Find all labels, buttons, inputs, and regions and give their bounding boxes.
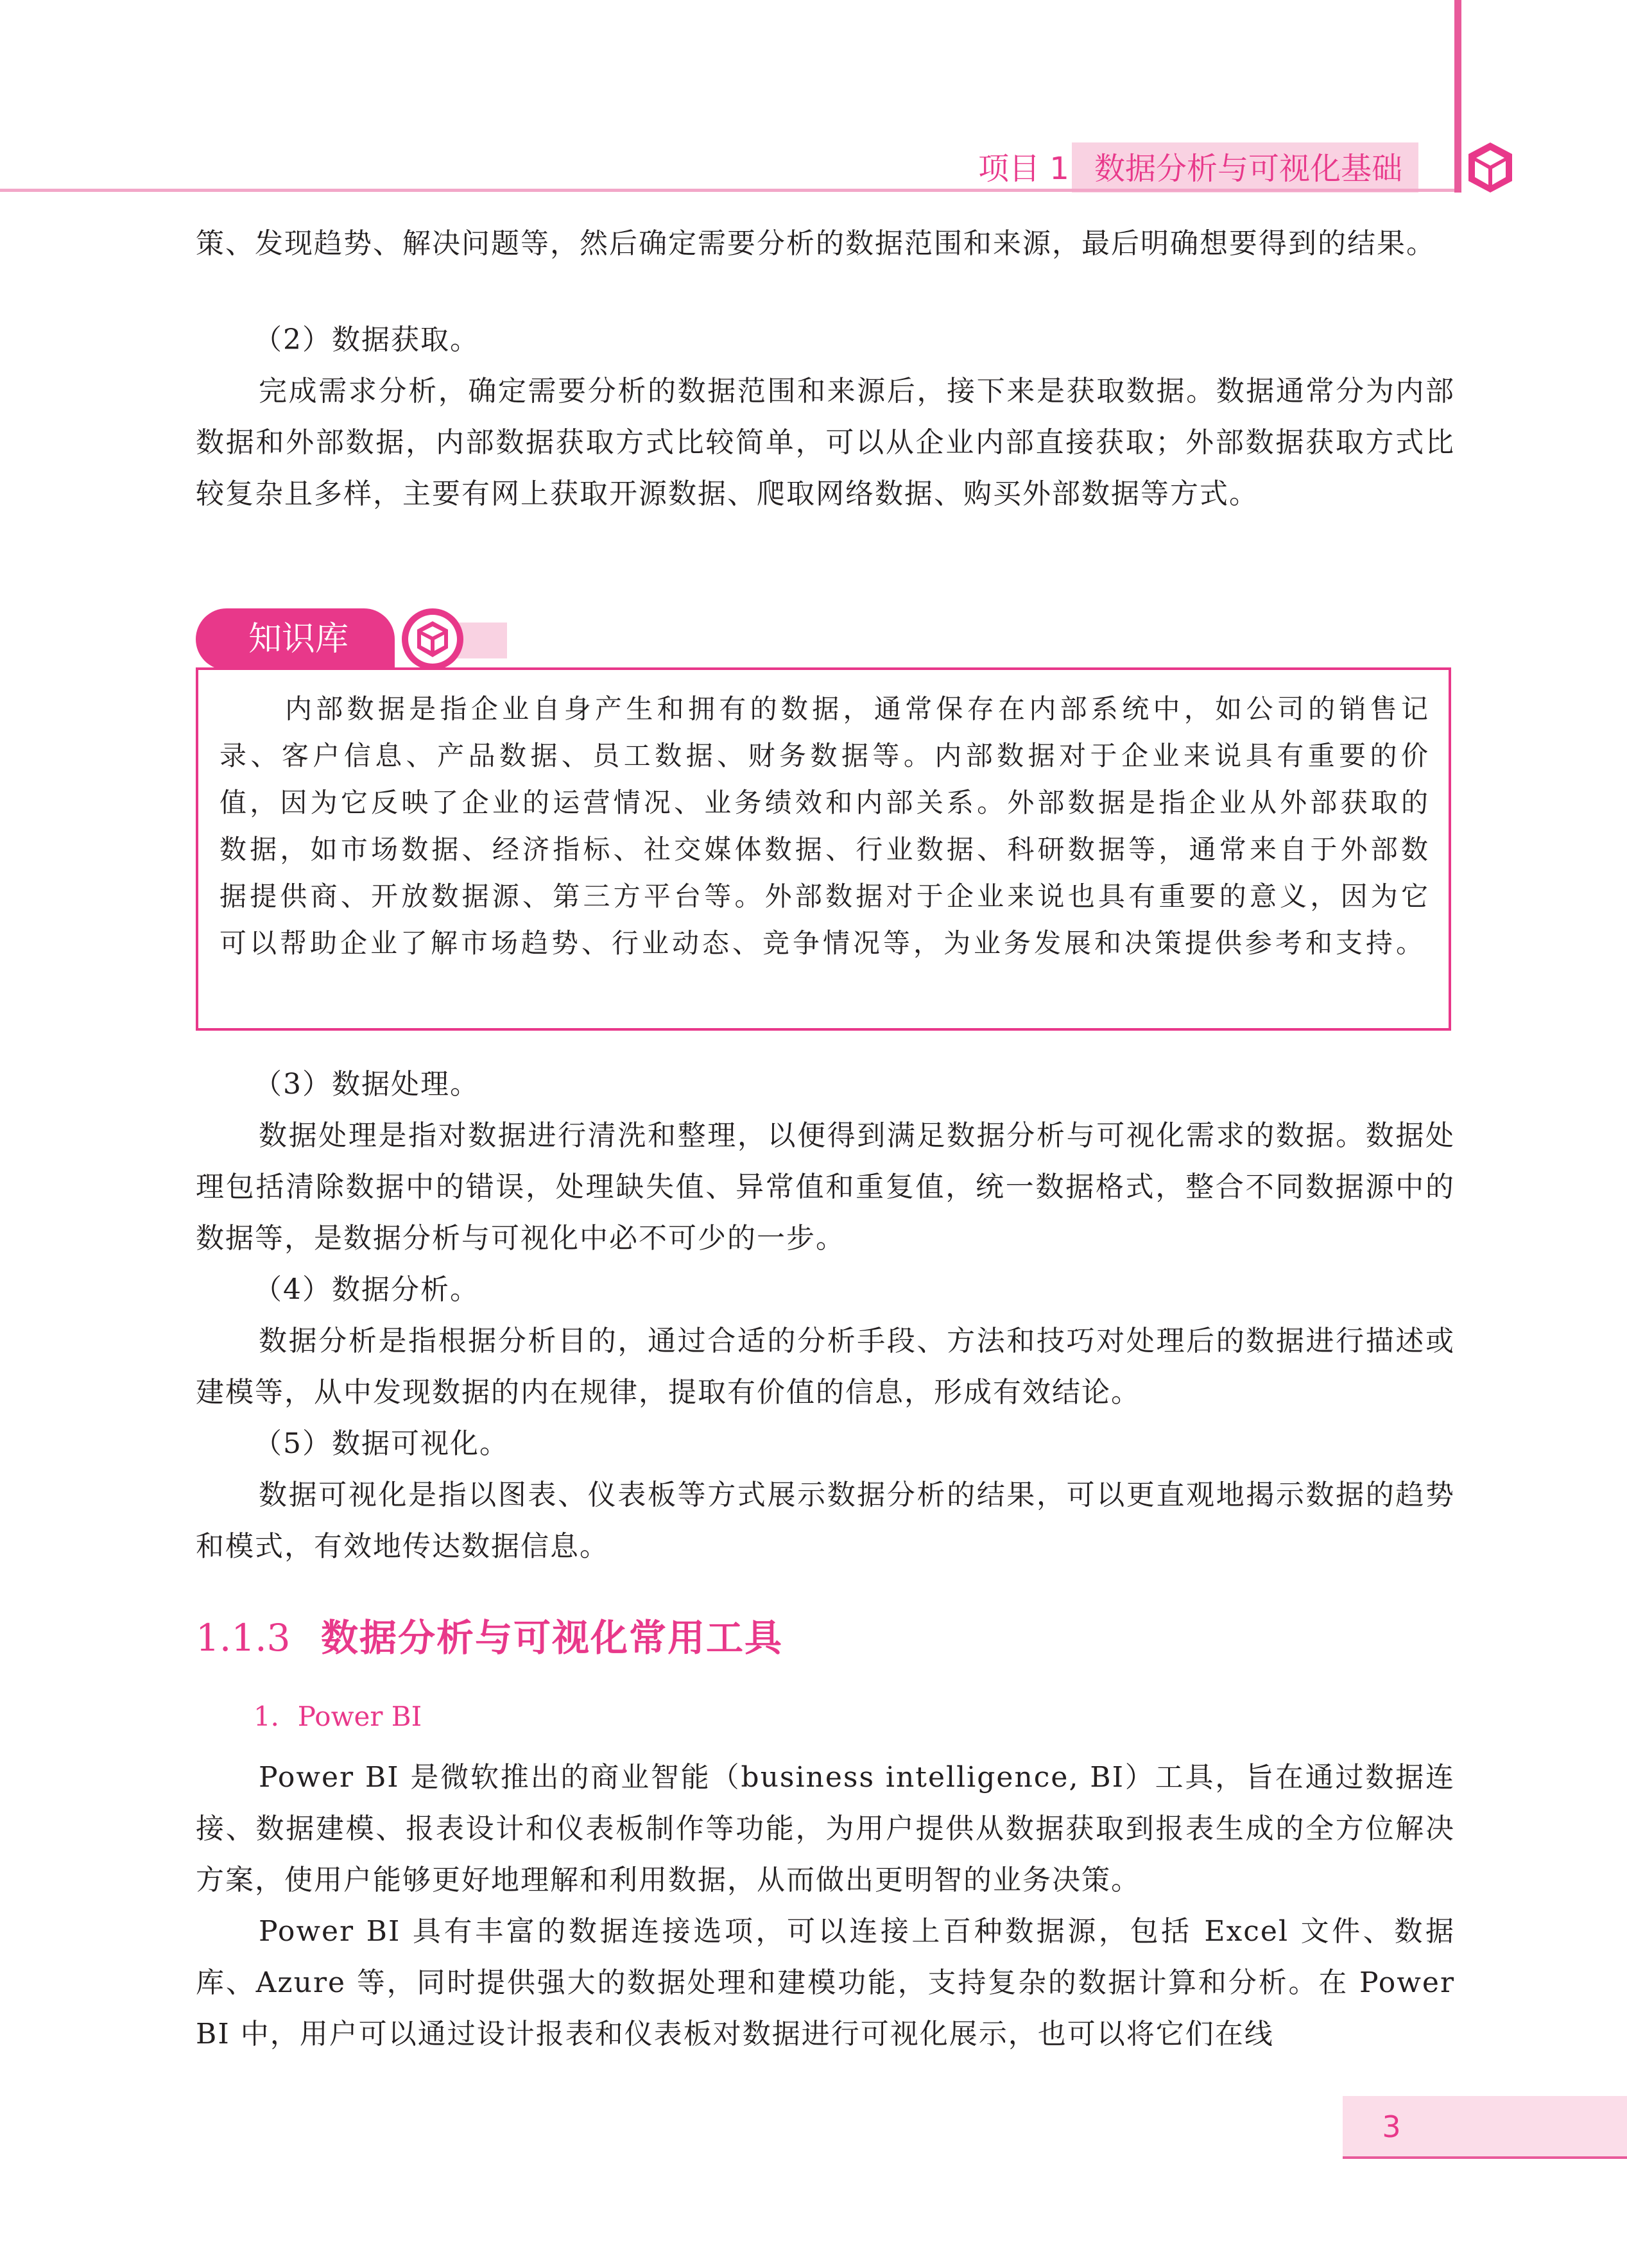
section-title: 数据分析与可视化常用工具 xyxy=(321,1616,784,1660)
paragraph-requirements-end: 策、发现趋势、解决问题等，然后确定需要分析的数据范围和来源，最后明确想要得到的结果。 xyxy=(196,227,1436,260)
cube-icon xyxy=(399,606,466,673)
step-heading-data-processing: （3）数据处理。 xyxy=(254,1068,479,1101)
paragraph-data-acquisition: 完成需求分析，确定需要分析的数据范围和来源后，接下来是获取数据。数据通常分为内部数据和外部数据，内部数据获取方式比较简单，可以从企业内部直接获取；外部数据获取方式比较复杂且多样，主要有网上获取开源数据、爬取网络数据、购买外部数据等方式。 xyxy=(196,375,1455,510)
header-vertical-rule xyxy=(1454,0,1461,193)
step-heading-data-analysis: （4）数据分析。 xyxy=(254,1273,479,1306)
page-number-rule xyxy=(1343,2156,1627,2159)
header-chapter-title: 数据分析与可视化基础 xyxy=(1094,151,1402,187)
step-heading-data-acquisition: （2）数据获取。 xyxy=(254,323,479,356)
item-title-power-bi: 1．Power BI xyxy=(254,1701,422,1732)
header-project-label: 项目 1 xyxy=(978,151,1069,187)
knowledge-label: 知识库 xyxy=(248,620,349,658)
paragraph-data-analysis: 数据分析是指根据分析目的，通过合适的分析手段、方法和技巧对处理后的数据进行描述或建模等，从中发现数据的内在规律，提取有价值的信息，形成有效结论。 xyxy=(196,1325,1455,1409)
paragraph-data-processing: 数据处理是指对数据进行清洗和整理，以便得到满足数据分析与可视化需求的数据。数据处理包括清除数据中的错误，处理缺失值、异常值和重复值，统一数据格式，整合不同数据源中的数据等，是数据分析与可视化中必不可少的一步。 xyxy=(196,1119,1455,1255)
cube-icon xyxy=(1465,140,1516,195)
step-heading-data-visualization: （5）数据可视化。 xyxy=(254,1427,509,1460)
paragraph-power-bi-features: Power BI 具有丰富的数据连接选项，可以连接上百种数据源，包括 Excel 文件、数据库、Azure 等，同时提供强大的数据处理和建模功能，支持复杂的数据计算和分析。在 Power BI 中，用户可以通过设计报表和仪表板对数据进行可视化展示，也可以将它们在线 xyxy=(196,1915,1455,2050)
page-number: 3 xyxy=(1382,2109,1401,2144)
paragraph-data-visualization: 数据可视化是指以图表、仪表板等方式展示数据分析的结果，可以更直观地揭示数据的趋势和模式，有效地传达数据信息。 xyxy=(196,1479,1455,1563)
paragraph-power-bi-intro: Power BI 是微软推出的商业智能（business intelligence, BI）工具，旨在通过数据连接、数据建模、报表设计和仪表板制作等功能，为用户提供从数据获取到报表生成的全方位解决方案，使用户能够更好地理解和利用数据，从而做出更明智的业务决策。 xyxy=(196,1761,1455,1896)
section-number: 1.1.3 xyxy=(196,1616,291,1660)
knowledge-text: 内部数据是指企业自身产生和拥有的数据，通常保存在内部系统中，如公司的销售记录、客户信息、产品数据、员工数据、财务数据等。内部数据对于企业来说具有重要的价值，因为它反映了企业的运营情况、业务绩效和内部关系。外部数据是指企业从外部获取的数据，如市场数据、经济指标、社交媒体数据、行业数据、科研数据等，通常来自于外部数据提供商、开放数据源、第三方平台等。外部数据对于企业来说也具有重要的意义，因为它可以帮助企业了解市场趋势、行业动态、竞争情况等，为业务发展和决策提供参考和支持。 xyxy=(220,693,1431,959)
